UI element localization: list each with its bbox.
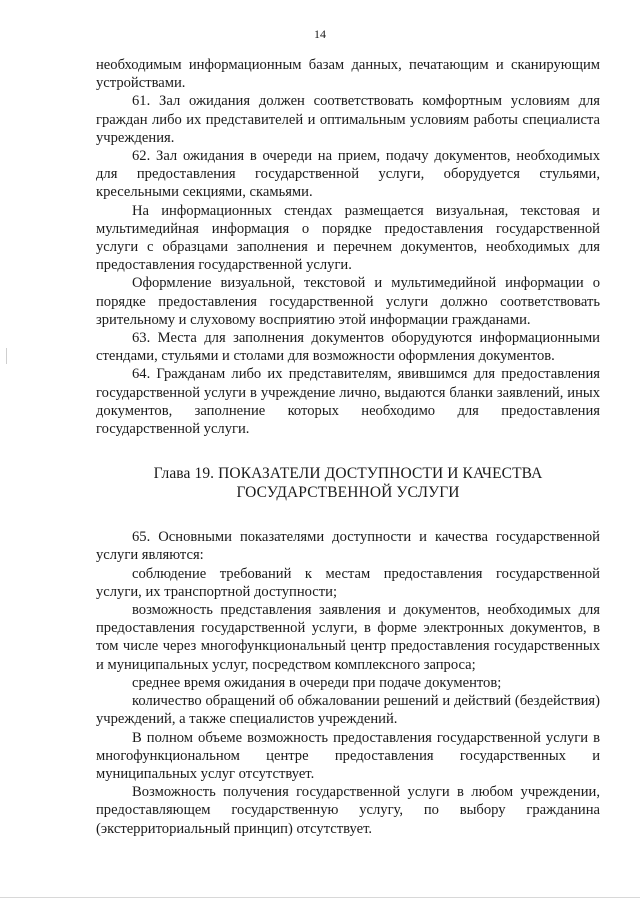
document-body (96, 56, 600, 838)
paragraph-61: 61. Зал ожидания должен соответствовать комфортным условиям для граждан либо их представителей и оптимальным условиям работы специалиста учреждения. (96, 93, 600, 146)
list-item: возможность представления заявления и документов, необходимых для предоставления государственной услуги, в форме электронных документов, в том числе через многофункциональный центр предоставления государственных и муниципальных услуг, посредством комплексного запроса; (96, 602, 600, 673)
chapter-heading-line-2: ГОСУДАРСТВЕННОЙ УСЛУГИ (236, 484, 460, 502)
paragraph-62: 62. Зал ожидания в очереди на прием, подачу документов, необходимых для предоставления государственной услуги, оборудуется стульями, кресельными секциями, скамьями. (96, 148, 600, 201)
page-number: 14 (314, 27, 326, 41)
page-bottom-edge (0, 897, 640, 898)
paragraph-63: 63. Места для заполнения документов оборудуются информационными стендами, стульями и столами для возможности оформления документов. (96, 330, 600, 365)
paragraph: Оформление визуальной, текстовой и мультимедийной информации о порядке предоставления государственной услуги должно соответствовать зрительному и слуховому восприятию этой информации гражданами. (96, 275, 600, 328)
chapter-heading (96, 464, 600, 502)
paragraph-64: 64. Гражданам либо их представителям, явившимся для предоставления государственной услуги в учреждение лично, выдаются бланки заявлений, иных документов, заполнение которых необходимо для предоставления государственной услуги. (96, 366, 600, 438)
list-item: количество обращений об обжаловании решений и действий (бездействия) учреждений, а также специалистов учреждений. (96, 693, 600, 728)
paragraph: Возможность получения государственной услуги в любом учреждении, предоставляющем государственную услугу, по выбору гражданина (экстерриториальный принцип) отсутствует. (96, 784, 600, 837)
paragraph: В полном объеме возможность предоставления государственной услуги в многофункциональном центре предоставления государственных и муниципальных услуг отсутствует. (96, 729, 600, 782)
paragraph: необходимым информационным базам данных, печатающим и сканирующим устройствами. (96, 57, 600, 92)
paragraph-65: 65. Основными показателями доступности и качества государственной услуги являются: (96, 529, 600, 564)
margin-mark (6, 348, 7, 364)
paragraph: На информационных стендах размещается визуальная, текстовая и мультимедийная информация о порядке предоставления государственной услуги с образцами заполнения и перечнем документов, необходимых для предоставления государственной услуги. (96, 202, 600, 274)
list-item: соблюдение требований к местам предоставления государственной услуги, их транспортной доступности; (96, 565, 600, 600)
chapter-heading-line-1: Глава 19. ПОКАЗАТЕЛИ ДОСТУПНОСТИ И КАЧЕСТВА (153, 465, 543, 483)
list-item: среднее время ожидания в очереди при подаче документов; (132, 674, 502, 691)
